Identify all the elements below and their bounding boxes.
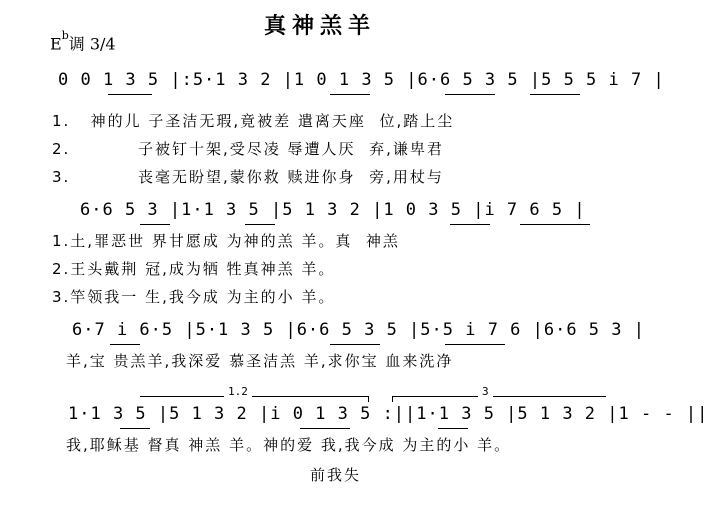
song-title: 真神羔羊 bbox=[263, 14, 376, 39]
notes-line-1: 0 0 1 3 5 |:5·1 3 2 |1 0 1 3 5 |6·6 5 3 5 |5 5 5 i 7 | bbox=[58, 70, 665, 90]
beam bbox=[330, 94, 370, 95]
notes-line-3: 6·7 i 6·5 |5·1 3 5 |6·6 5 3 5 |5·5 i 7 6 |6·6 5 3 | bbox=[72, 320, 645, 340]
lyric-verse2-line1: 2. 子被钉十架,受尽凌 辱遭人厌 弃,谦卑君 bbox=[52, 140, 444, 158]
beam bbox=[450, 224, 490, 225]
beam bbox=[110, 344, 140, 345]
beam bbox=[108, 94, 152, 95]
beam bbox=[300, 428, 350, 429]
ending-1-2: 1.2 bbox=[224, 386, 252, 397]
lyric-line-4: 我,耶稣基 督真 神羔 羊。神的爱 我,我今成 为主的小 羊。 bbox=[66, 436, 512, 454]
beam bbox=[438, 428, 468, 429]
beam bbox=[330, 344, 380, 345]
notes-line-4: 1·1 3 5 |5 1 3 2 |i 0 1 3 5 :||1·1 3 5 |5 1 3 2 |1 - - || bbox=[68, 404, 708, 424]
key-signature: $E^b$调 3/4 bbox=[50, 29, 116, 54]
lyric-line-3: 羊,宝 贵羔羊,我深爱 慕圣洁羔 羊,求你宝 血来洗净 bbox=[66, 352, 454, 370]
volta-3-line bbox=[392, 396, 606, 397]
beam bbox=[520, 224, 590, 225]
beam bbox=[445, 344, 505, 345]
ending-3: 3 bbox=[478, 386, 493, 397]
volta-1-2-line bbox=[140, 396, 368, 397]
lyric-verse1-line1: 1. 神的儿 子圣洁无瑕,竟被差 遣离天座 位,踏上尘 bbox=[52, 112, 455, 130]
beam bbox=[120, 428, 150, 429]
volta-1-2-end bbox=[368, 396, 369, 402]
beam bbox=[445, 94, 495, 95]
lyric-verse3-line1: 3. 丧毫无盼望,蒙你救 赎进你身 旁,用杖与 bbox=[52, 168, 444, 186]
beam bbox=[530, 94, 580, 95]
beam bbox=[245, 224, 275, 225]
lyric-verse3-line2: 3.竿领我一 生,我今成 为主的小 羊。 bbox=[52, 288, 336, 306]
lyric-line-4-alt: 前我失 bbox=[310, 466, 362, 484]
beam bbox=[140, 224, 170, 225]
volta-3-start bbox=[392, 396, 393, 402]
notes-line-2: 6·6 5 3 |1·1 3 5 |5 1 3 2 |1 0 3 5 |i 7 6 5 | bbox=[80, 200, 586, 220]
lyric-verse2-line2: 2.王头戴荆 冠,成为牺 牲真神羔 羊。 bbox=[52, 260, 336, 278]
lyric-verse1-line2: 1.土,罪恶世 界甘愿成 为神的羔 羊。真 神羔 bbox=[52, 232, 400, 250]
